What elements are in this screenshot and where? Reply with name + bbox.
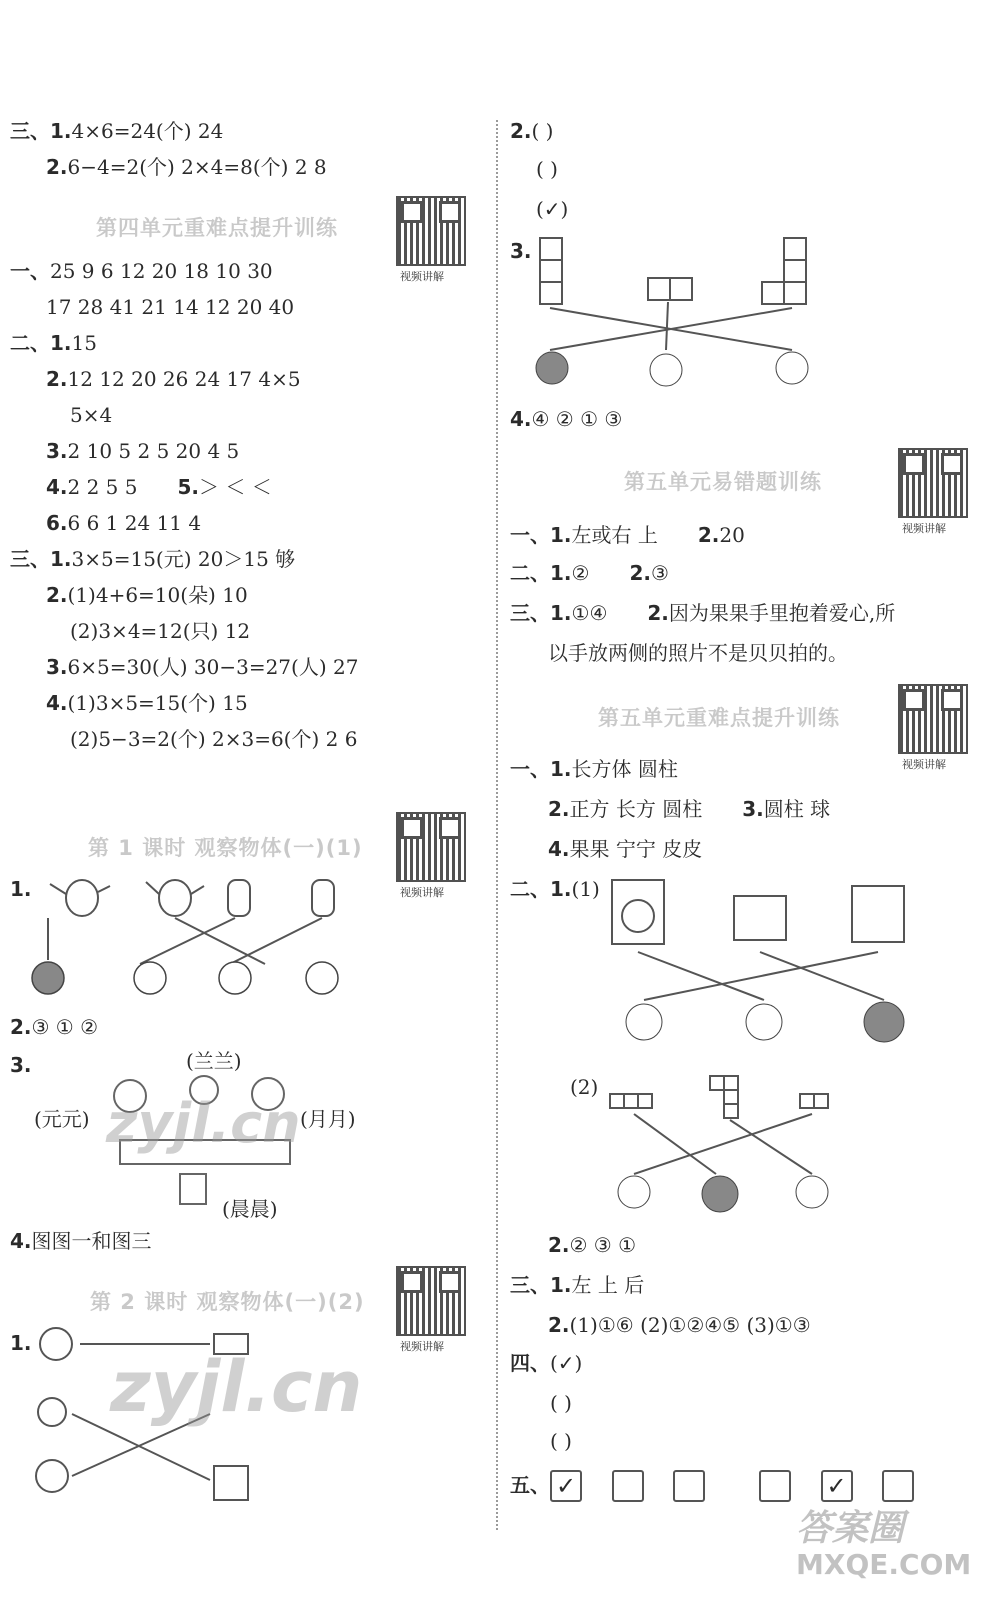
answer-line: 二、1.15 — [10, 331, 97, 355]
answer-line: (✓) — [536, 197, 569, 221]
teapot-icon — [312, 880, 334, 916]
answer-line: 二、1.② 2.③ — [510, 561, 669, 585]
child-head-icon — [650, 354, 682, 386]
question-number: 五、 — [510, 1473, 550, 1497]
child-head-icon — [746, 1004, 782, 1040]
section-title: 第五单元重难点提升训练 — [598, 706, 840, 730]
question-number: 1. — [10, 1331, 32, 1355]
name-label: (兰兰) — [186, 1049, 242, 1073]
answer-line: 一、1.左或右 上 2.20 — [510, 523, 745, 547]
answer-line: ( ) — [550, 1429, 572, 1453]
child-head-icon — [536, 352, 568, 384]
child-head-icon — [796, 1176, 828, 1208]
question-number: 1. — [10, 877, 32, 901]
answer-checkbox[interactable]: ✓ — [550, 1470, 582, 1502]
answer-line: 三、1.左 上 后 — [510, 1273, 645, 1297]
watermark: MXQE.COM — [796, 1548, 972, 1581]
section-title: 第四单元重难点提升训练 — [96, 216, 338, 240]
answer-line: 2.② ③ ① — [548, 1233, 637, 1257]
answer-line: 6.6 6 1 24 11 4 — [46, 511, 202, 535]
answer-line: 5×4 — [70, 403, 113, 427]
child-head-icon — [776, 352, 808, 384]
child-head-icon — [38, 1398, 66, 1426]
answer-line: 二、1.(1) — [510, 877, 600, 901]
child-head-icon — [32, 962, 64, 994]
checkbox-row — [550, 1470, 936, 1502]
answer-line: 2.( ) — [510, 119, 554, 143]
answer-line: 17 28 41 21 14 12 20 40 — [46, 295, 295, 319]
answer-line: 一、1.长方体 圆柱 — [510, 757, 678, 781]
child-head-icon — [864, 1002, 904, 1042]
answer-line: 四、(✓) — [510, 1351, 583, 1375]
answer-line: 三、1.3×5=15(元) 20＞15 够 — [10, 547, 296, 571]
teapot-icon — [66, 880, 98, 916]
answer-line: ( ) — [550, 1391, 572, 1415]
answer-line: 2.(1)①⑥ (2)①②④⑤ (3)①③ — [548, 1313, 811, 1337]
child-head-icon — [134, 962, 166, 994]
child-head-icon — [702, 1176, 738, 1212]
answer-checkbox[interactable] — [759, 1470, 791, 1502]
answer-line: 3.2 10 5 2 5 20 4 5 — [46, 439, 240, 463]
answer-line: 4.④ ② ① ③ — [510, 407, 623, 431]
answer-line: 3.6×5=30(人) 30−3=27(人) 27 — [46, 655, 359, 679]
teapot-icon — [228, 880, 250, 916]
cube-view-matching-figure — [530, 232, 820, 392]
watermark: 答案圈 — [796, 1508, 905, 1549]
fridge-icon — [852, 886, 904, 942]
child-head-icon — [618, 1176, 650, 1208]
section-title: 第五单元易错题训练 — [624, 470, 822, 494]
qr-code-icon[interactable] — [396, 1266, 466, 1336]
appliance-view-matching-figure — [604, 872, 924, 1058]
answer-line: (2)3×4=12(只) 12 — [70, 619, 251, 643]
answer-line: (2) — [570, 1075, 599, 1099]
qr-code-icon[interactable] — [396, 812, 466, 882]
answer-line: 2.③ ① ② — [10, 1015, 99, 1039]
answer-line: 2.12 12 20 26 24 17 4×5 — [46, 367, 301, 391]
child-head-icon — [626, 1004, 662, 1040]
answer-line: 4.图图一和图三 — [10, 1229, 152, 1253]
name-label: (晨晨) — [222, 1197, 278, 1221]
column-divider — [496, 120, 498, 1530]
qr-code-icon[interactable] — [898, 448, 968, 518]
qr-label: 视频讲解 — [400, 1340, 444, 1353]
child-head-icon — [219, 962, 251, 994]
qr-label: 视频讲解 — [400, 886, 444, 899]
answer-line: 2.(1)4+6=10(朵) 10 — [46, 583, 248, 607]
answer-checkbox[interactable]: ✓ — [821, 1470, 853, 1502]
appliance-top-icon — [734, 896, 786, 940]
child-head-icon — [36, 1460, 68, 1492]
answer-line: 4.(1)3×5=15(个) 15 — [46, 691, 248, 715]
answer-checkbox[interactable] — [612, 1470, 644, 1502]
child-head-icon — [40, 1328, 72, 1360]
answer-line: 4.果果 宁宁 皮皮 — [548, 837, 703, 861]
answer-line: 三、1.4×6=24(个) 24 — [10, 119, 224, 143]
name-label: (元元) — [34, 1107, 90, 1131]
teapot-icon — [159, 880, 191, 916]
answer-line: 2.6−4=2(个) 2×4=8(个) 2 8 — [46, 155, 327, 179]
child-head-icon — [306, 962, 338, 994]
block-view-matching-figure — [604, 1070, 924, 1220]
qr-code-icon[interactable] — [898, 684, 968, 754]
answer-line: ( ) — [536, 157, 558, 181]
answer-checkbox[interactable] — [673, 1470, 705, 1502]
watermark: zyjl.cn — [110, 1346, 363, 1428]
answer-checkbox[interactable] — [882, 1470, 914, 1502]
section-title: 第 1 课时 观察物体(一)(1) — [88, 836, 363, 860]
section-title: 第 2 课时 观察物体(一)(2) — [90, 1290, 365, 1314]
question-number: 3. — [10, 1053, 32, 1077]
answer-line: 一、25 9 6 12 20 18 10 30 — [10, 259, 273, 283]
answer-line: (2)5−3=2(个) 2×3=6(个) 2 6 — [70, 727, 358, 751]
answer-line: 2.正方 长方 圆柱 3.圆柱 球 — [548, 797, 831, 821]
qr-label: 视频讲解 — [902, 522, 946, 535]
question-number: 3. — [510, 239, 532, 263]
teapot-matching-figure — [30, 868, 360, 1008]
qr-label: 视频讲解 — [400, 270, 444, 283]
qr-label: 视频讲解 — [902, 758, 946, 771]
qr-code-icon[interactable] — [396, 196, 466, 266]
answer-line: 三、1.①④ 2.因为果果手里抱着爱心,所 — [510, 601, 896, 625]
name-label: (月月) — [300, 1107, 356, 1131]
watermark: zyjl.cn — [106, 1092, 301, 1155]
answer-line: 4.2 2 5 5 5.＞ ＜ ＜ — [46, 475, 272, 499]
answer-line: 以手放两侧的照片不是贝贝拍的。 — [548, 641, 848, 665]
washing-machine-icon — [612, 880, 664, 944]
